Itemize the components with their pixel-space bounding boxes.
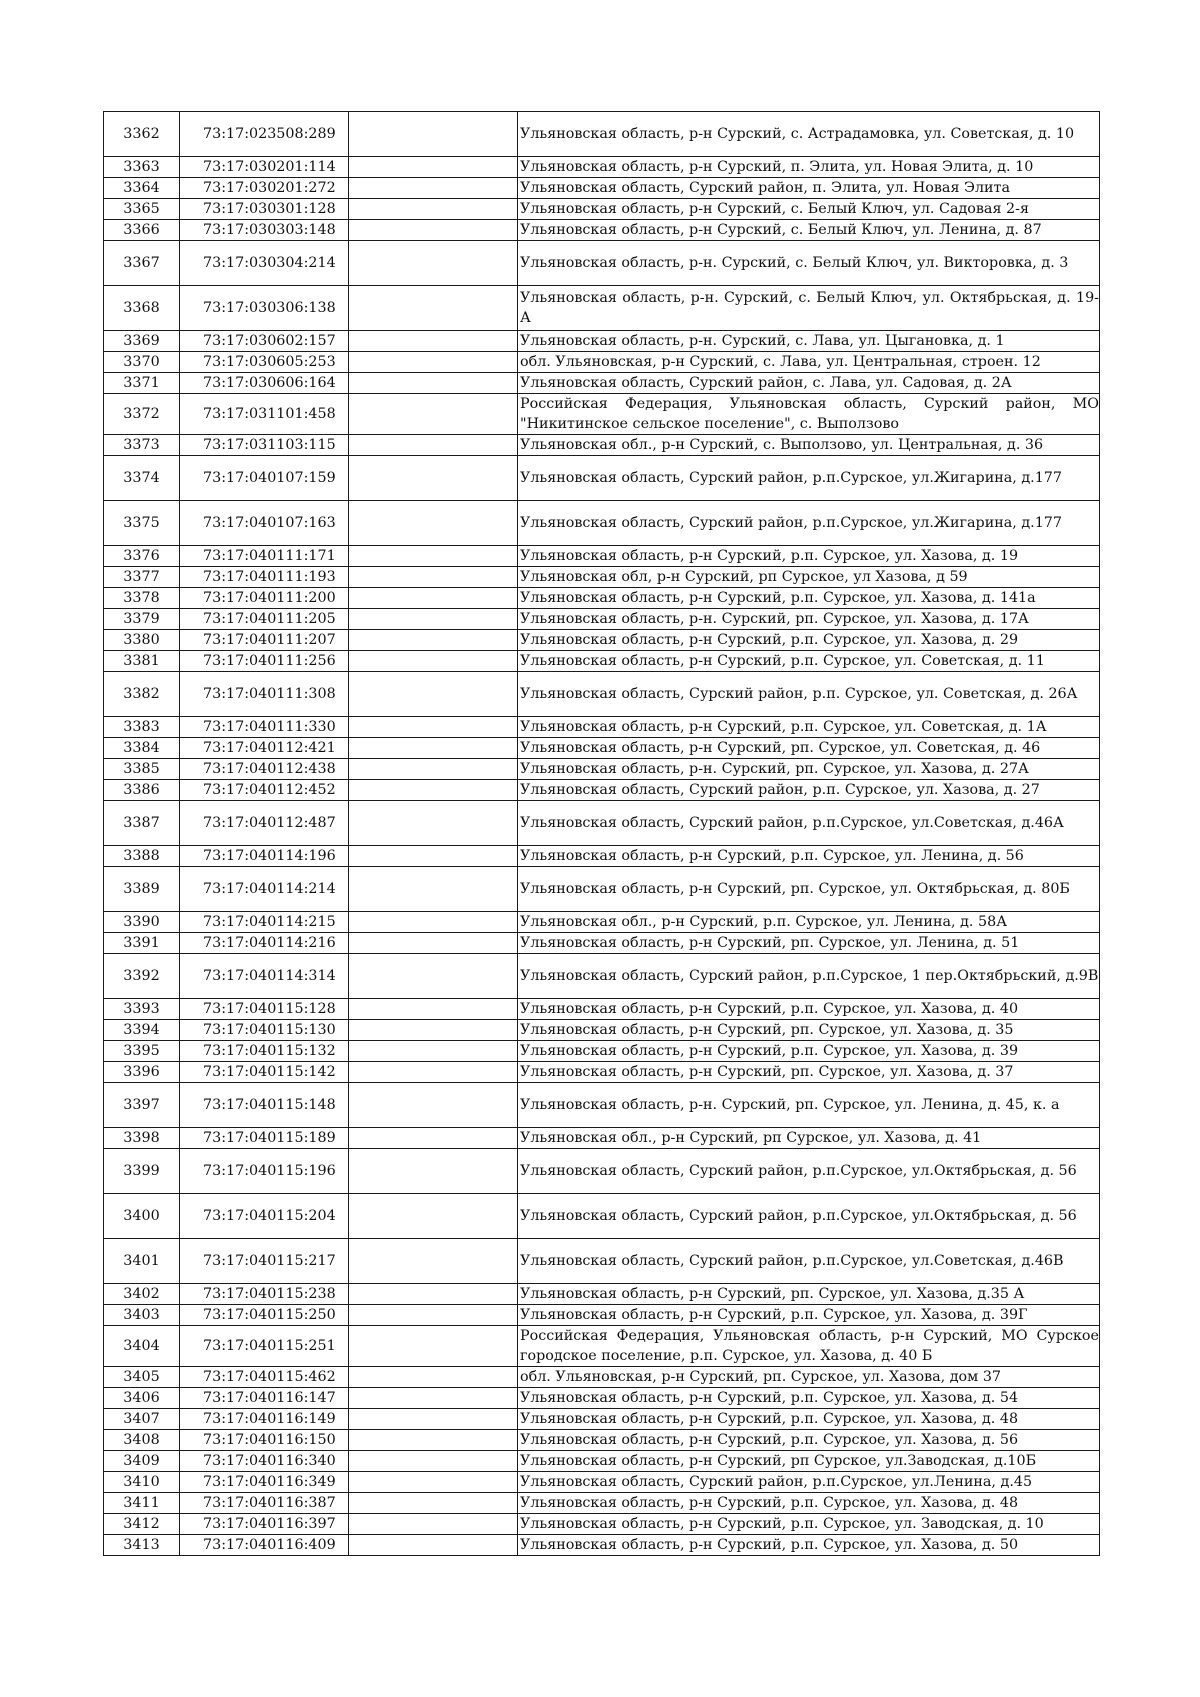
address-cell: Ульяновская область, р-н Сурский, р.п. Сурское, ул. Хазова, д. 39Г: [518, 1305, 1100, 1326]
table-row: [104, 717, 1100, 738]
cadastral-number-cell: 73:17:030201:114: [180, 157, 349, 178]
row-number-cell: 3383: [104, 717, 180, 738]
row-number-cell: 3372: [104, 394, 180, 435]
empty-column-cell: [349, 546, 518, 567]
row-number-cell: 3384: [104, 738, 180, 759]
table-row: [104, 1284, 1100, 1305]
cadastral-number-cell: 73:17:040111:330: [180, 717, 349, 738]
empty-column-cell: [349, 1305, 518, 1326]
cadastral-number-cell: 73:17:030301:128: [180, 199, 349, 220]
address-cell: Ульяновская область, Сурский район, р.п.Сурское, ул.Советская, д.46В: [518, 1239, 1100, 1284]
table-body: [104, 112, 1100, 1556]
empty-column-cell: [349, 1388, 518, 1409]
row-number-cell: 3382: [104, 672, 180, 717]
empty-column-cell: [349, 331, 518, 352]
cadastral-number-cell: 73:17:040107:159: [180, 456, 349, 501]
cadastral-number-cell: 73:17:040111:308: [180, 672, 349, 717]
cadastral-number-cell: 73:17:040114:196: [180, 846, 349, 867]
table-row: [104, 1149, 1100, 1194]
empty-column-cell: [349, 1041, 518, 1062]
empty-column-cell: [349, 1128, 518, 1149]
empty-column-cell: [349, 1409, 518, 1430]
address-cell: обл. Ульяновская, р-н Сурский, с. Лава, ул. Центральная, строен. 12: [518, 352, 1100, 373]
address-cell: Ульяновская область, р-н Сурский, рп. Сурское, ул. Советская, д. 46: [518, 738, 1100, 759]
row-number-cell: 3367: [104, 241, 180, 286]
cadastral-number-cell: 73:17:040112:487: [180, 801, 349, 846]
empty-column-cell: [349, 1451, 518, 1472]
table-row: [104, 1367, 1100, 1388]
empty-column-cell: [349, 1430, 518, 1451]
property-table: [103, 111, 1100, 1556]
cadastral-number-cell: 73:17:040111:205: [180, 609, 349, 630]
address-cell: Ульяновская область, Сурский район, р.п.Сурское, ул.Ленина, д.45: [518, 1472, 1100, 1493]
table-row: [104, 1020, 1100, 1041]
empty-column-cell: [349, 780, 518, 801]
address-cell: Ульяновская обл., р-н Сурский, рп Сурское, ул. Хазова, д. 41: [518, 1128, 1100, 1149]
address-cell: Ульяновская область, р-н Сурский, р.п. Сурское, ул. Ленина, д. 56: [518, 846, 1100, 867]
empty-column-cell: [349, 1326, 518, 1367]
empty-column-cell: [349, 178, 518, 199]
empty-column-cell: [349, 241, 518, 286]
cadastral-number-cell: 73:17:040114:214: [180, 867, 349, 912]
row-number-cell: 3408: [104, 1430, 180, 1451]
address-cell: Ульяновская область, р-н Сурский, р.п. Сурское, ул. Хазова, д. 54: [518, 1388, 1100, 1409]
cadastral-number-cell: 73:17:040116:409: [180, 1535, 349, 1556]
row-number-cell: 3407: [104, 1409, 180, 1430]
table-row: [104, 609, 1100, 630]
table-row: [104, 1305, 1100, 1326]
cadastral-number-cell: 73:17:023508:289: [180, 112, 349, 157]
row-number-cell: 3406: [104, 1388, 180, 1409]
table-row: [104, 546, 1100, 567]
row-number-cell: 3399: [104, 1149, 180, 1194]
row-number-cell: 3381: [104, 651, 180, 672]
cadastral-number-cell: 73:17:040116:340: [180, 1451, 349, 1472]
cadastral-number-cell: 73:17:030303:148: [180, 220, 349, 241]
table-row: [104, 999, 1100, 1020]
row-number-cell: 3410: [104, 1472, 180, 1493]
table-row: [104, 373, 1100, 394]
table-row: [104, 1194, 1100, 1239]
row-number-cell: 3371: [104, 373, 180, 394]
address-cell: Ульяновская область, р-н Сурский, с. Белый Ключ, ул. Ленина, д. 87: [518, 220, 1100, 241]
cadastral-number-cell: 73:17:040115:132: [180, 1041, 349, 1062]
empty-column-cell: [349, 999, 518, 1020]
table-row: [104, 1041, 1100, 1062]
address-cell: Ульяновская область, р-н Сурский, р.п. Сурское, ул. Хазова, д. 40: [518, 999, 1100, 1020]
table-row: [104, 801, 1100, 846]
empty-column-cell: [349, 1367, 518, 1388]
empty-column-cell: [349, 912, 518, 933]
empty-column-cell: [349, 846, 518, 867]
table-row: [104, 286, 1100, 331]
cadastral-number-cell: 73:17:030304:214: [180, 241, 349, 286]
row-number-cell: 3402: [104, 1284, 180, 1305]
row-number-cell: 3374: [104, 456, 180, 501]
empty-column-cell: [349, 435, 518, 456]
row-number-cell: 3386: [104, 780, 180, 801]
cadastral-number-cell: 73:17:040115:130: [180, 1020, 349, 1041]
cadastral-number-cell: 73:17:040115:462: [180, 1367, 349, 1388]
empty-column-cell: [349, 1083, 518, 1128]
address-cell: Ульяновская область, р-н Сурский, рп. Сурское, ул. Хазова, д. 37: [518, 1062, 1100, 1083]
row-number-cell: 3392: [104, 954, 180, 999]
row-number-cell: 3379: [104, 609, 180, 630]
empty-column-cell: [349, 651, 518, 672]
empty-column-cell: [349, 609, 518, 630]
empty-column-cell: [349, 112, 518, 157]
table-row: [104, 759, 1100, 780]
address-cell: Ульяновская обл., р-н Сурский, с. Выползово, ул. Центральная, д. 36: [518, 435, 1100, 456]
address-cell: Ульяновская область, р-н. Сурский, с. Белый Ключ, ул. Викторовка, д. 3: [518, 241, 1100, 286]
address-cell: Ульяновская область, Сурский район, р.п.Сурское, ул.Жигарина, д.177: [518, 501, 1100, 546]
address-cell: Ульяновская область, р-н Сурский, р.п. Сурское, ул. Хазова, д. 19: [518, 546, 1100, 567]
empty-column-cell: [349, 220, 518, 241]
address-cell: Ульяновская область, р-н Сурский, с. Астрадамовка, ул. Советская, д. 10: [518, 112, 1100, 157]
row-number-cell: 3363: [104, 157, 180, 178]
table-row: [104, 780, 1100, 801]
empty-column-cell: [349, 933, 518, 954]
table-row: [104, 588, 1100, 609]
empty-column-cell: [349, 286, 518, 331]
row-number-cell: 3377: [104, 567, 180, 588]
address-cell: Ульяновская область, р-н Сурский, рп. Сурское, ул. Хазова, д.35 А: [518, 1284, 1100, 1305]
table-row: [104, 1472, 1100, 1493]
row-number-cell: 3364: [104, 178, 180, 199]
address-cell: Ульяновская область, р-н Сурский, р.п. Сурское, ул. Хазова, д. 29: [518, 630, 1100, 651]
row-number-cell: 3405: [104, 1367, 180, 1388]
row-number-cell: 3400: [104, 1194, 180, 1239]
address-cell: Ульяновская область, Сурский район, р.п.Сурское, ул.Жигарина, д.177: [518, 456, 1100, 501]
row-number-cell: 3393: [104, 999, 180, 1020]
row-number-cell: 3375: [104, 501, 180, 546]
address-cell: Ульяновская область, р-н. Сурский, рп. Сурское, ул. Хазова, д. 27А: [518, 759, 1100, 780]
empty-column-cell: [349, 199, 518, 220]
empty-column-cell: [349, 1020, 518, 1041]
address-cell: Ульяновская область, р-н. Сурский, с. Белый Ключ, ул. Октябрьская, д. 19-А: [518, 286, 1100, 331]
table-row: [104, 435, 1100, 456]
table-row: [104, 1493, 1100, 1514]
address-cell: Российская Федерация, Ульяновская область, р-н Сурский, МО Сурское городское поселение, р.п. Сурское, ул. Хазова, д. 40 Б: [518, 1326, 1100, 1367]
row-number-cell: 3370: [104, 352, 180, 373]
empty-column-cell: [349, 1194, 518, 1239]
cadastral-number-cell: 73:17:040115:251: [180, 1326, 349, 1367]
table-row: [104, 867, 1100, 912]
table-row: [104, 846, 1100, 867]
empty-column-cell: [349, 1239, 518, 1284]
address-cell: Ульяновская область, Сурский район, р.п.Сурское, ул.Октябрьская, д. 56: [518, 1149, 1100, 1194]
cadastral-number-cell: 73:17:040116:387: [180, 1493, 349, 1514]
empty-column-cell: [349, 1472, 518, 1493]
row-number-cell: 3401: [104, 1239, 180, 1284]
table-row: [104, 352, 1100, 373]
address-cell: Ульяновская область, р-н Сурский, р.п. Сурское, ул. Хазова, д. 48: [518, 1493, 1100, 1514]
cadastral-number-cell: 73:17:040115:189: [180, 1128, 349, 1149]
empty-column-cell: [349, 588, 518, 609]
row-number-cell: 3394: [104, 1020, 180, 1041]
address-cell: Ульяновская область, р-н Сурский, р.п. Сурское, ул. Хазова, д. 50: [518, 1535, 1100, 1556]
table-row: [104, 178, 1100, 199]
empty-column-cell: [349, 157, 518, 178]
address-cell: Ульяновская область, Сурский район, р.п.Сурское, 1 пер.Октябрьский, д.9В: [518, 954, 1100, 999]
row-number-cell: 3373: [104, 435, 180, 456]
table-row: [104, 241, 1100, 286]
table-row: [104, 738, 1100, 759]
address-cell: Ульяновская область, р-н Сурский, р.п. Сурское, ул. Хазова, д. 39: [518, 1041, 1100, 1062]
address-cell: Ульяновская область, Сурский район, р.п.Сурское, ул.Советская, д.46А: [518, 801, 1100, 846]
address-cell: Ульяновская область, р-н Сурский, р.п. Сурское, ул. Хазова, д. 48: [518, 1409, 1100, 1430]
row-number-cell: 3409: [104, 1451, 180, 1472]
empty-column-cell: [349, 717, 518, 738]
address-cell: Российская Федерация, Ульяновская область, Сурский район, МО "Никитинское сельское поселение", с. Выползово: [518, 394, 1100, 435]
table-row: [104, 1239, 1100, 1284]
table-row: [104, 630, 1100, 651]
empty-column-cell: [349, 456, 518, 501]
row-number-cell: 3388: [104, 846, 180, 867]
table-row: [104, 954, 1100, 999]
table-row: [104, 199, 1100, 220]
table-row: [104, 1514, 1100, 1535]
cadastral-number-cell: 73:17:040115:196: [180, 1149, 349, 1194]
table-row: [104, 912, 1100, 933]
address-cell: Ульяновская область, Сурский район, с. Лава, ул. Садовая, д. 2А: [518, 373, 1100, 394]
address-cell: Ульяновская область, р-н. Сурский, рп. Сурское, ул. Ленина, д. 45, к. а: [518, 1083, 1100, 1128]
cadastral-number-cell: 73:17:040116:147: [180, 1388, 349, 1409]
cadastral-number-cell: 73:17:030605:253: [180, 352, 349, 373]
row-number-cell: 3366: [104, 220, 180, 241]
empty-column-cell: [349, 1149, 518, 1194]
table-row: [104, 1451, 1100, 1472]
table-row: [104, 394, 1100, 435]
empty-column-cell: [349, 373, 518, 394]
address-cell: Ульяновская область, р-н Сурский, с. Белый Ключ, ул. Садовая 2-я: [518, 199, 1100, 220]
empty-column-cell: [349, 759, 518, 780]
cadastral-number-cell: 73:17:030606:164: [180, 373, 349, 394]
address-cell: Ульяновская область, р-н Сурский, п. Элита, ул. Новая Элита, д. 10: [518, 157, 1100, 178]
cadastral-number-cell: 73:17:040116:349: [180, 1472, 349, 1493]
address-cell: Ульяновская область, р-н Сурский, рп. Сурское, ул. Ленина, д. 51: [518, 933, 1100, 954]
row-number-cell: 3389: [104, 867, 180, 912]
empty-column-cell: [349, 352, 518, 373]
row-number-cell: 3398: [104, 1128, 180, 1149]
table-row: [104, 1430, 1100, 1451]
address-cell: Ульяновская область, Сурский район, р.п. Сурское, ул. Хазова, д. 27: [518, 780, 1100, 801]
row-number-cell: 3390: [104, 912, 180, 933]
row-number-cell: 3396: [104, 1062, 180, 1083]
cadastral-number-cell: 73:17:040115:217: [180, 1239, 349, 1284]
address-cell: Ульяновская область, р-н Сурский, р.п. Сурское, ул. Хазова, д. 141а: [518, 588, 1100, 609]
empty-column-cell: [349, 394, 518, 435]
cadastral-number-cell: 73:17:030306:138: [180, 286, 349, 331]
cadastral-number-cell: 73:17:040114:216: [180, 933, 349, 954]
table-row: [104, 1388, 1100, 1409]
empty-column-cell: [349, 630, 518, 651]
row-number-cell: 3380: [104, 630, 180, 651]
cadastral-number-cell: 73:17:040115:142: [180, 1062, 349, 1083]
empty-column-cell: [349, 954, 518, 999]
empty-column-cell: [349, 738, 518, 759]
cadastral-number-cell: 73:17:040111:193: [180, 567, 349, 588]
cadastral-number-cell: 73:17:040115:250: [180, 1305, 349, 1326]
cadastral-number-cell: 73:17:040115:148: [180, 1083, 349, 1128]
empty-column-cell: [349, 501, 518, 546]
cadastral-number-cell: 73:17:040114:215: [180, 912, 349, 933]
row-number-cell: 3376: [104, 546, 180, 567]
address-cell: Ульяновская область, р-н. Сурский, рп. Сурское, ул. Хазова, д. 17А: [518, 609, 1100, 630]
cadastral-number-cell: 73:17:031103:115: [180, 435, 349, 456]
table-row: [104, 672, 1100, 717]
empty-column-cell: [349, 1493, 518, 1514]
cadastral-number-cell: 73:17:040115:204: [180, 1194, 349, 1239]
address-cell: Ульяновская область, Сурский район, п. Элита, ул. Новая Элита: [518, 178, 1100, 199]
table-row: [104, 112, 1100, 157]
cadastral-number-cell: 73:17:040114:314: [180, 954, 349, 999]
empty-column-cell: [349, 672, 518, 717]
cadastral-number-cell: 73:17:040116:150: [180, 1430, 349, 1451]
table-row: [104, 1535, 1100, 1556]
empty-column-cell: [349, 1284, 518, 1305]
row-number-cell: 3397: [104, 1083, 180, 1128]
row-number-cell: 3411: [104, 1493, 180, 1514]
address-cell: Ульяновская область, р-н. Сурский, с. Лава, ул. Цыгановка, д. 1: [518, 331, 1100, 352]
address-cell: Ульяновская область, Сурский район, р.п. Сурское, ул. Советская, д. 26А: [518, 672, 1100, 717]
address-cell: Ульяновская область, Сурский район, р.п.Сурское, ул.Октябрьская, д. 56: [518, 1194, 1100, 1239]
empty-column-cell: [349, 1535, 518, 1556]
empty-column-cell: [349, 1514, 518, 1535]
cadastral-number-cell: 73:17:040111:200: [180, 588, 349, 609]
empty-column-cell: [349, 867, 518, 912]
cadastral-number-cell: 73:17:040112:438: [180, 759, 349, 780]
cadastral-number-cell: 73:17:030602:157: [180, 331, 349, 352]
address-cell: Ульяновская обл., р-н Сурский, р.п. Сурское, ул. Ленина, д. 58А: [518, 912, 1100, 933]
cadastral-number-cell: 73:17:040111:256: [180, 651, 349, 672]
table-row: [104, 1128, 1100, 1149]
cadastral-number-cell: 73:17:040112:452: [180, 780, 349, 801]
row-number-cell: 3404: [104, 1326, 180, 1367]
table-row: [104, 933, 1100, 954]
row-number-cell: 3403: [104, 1305, 180, 1326]
cadastral-number-cell: 73:17:040112:421: [180, 738, 349, 759]
address-cell: Ульяновская область, р-н Сурский, рп. Сурское, ул. Октябрьская, д. 80Б: [518, 867, 1100, 912]
cadastral-number-cell: 73:17:030201:272: [180, 178, 349, 199]
address-cell: Ульяновская область, р-н Сурский, р.п. Сурское, ул. Советская, д. 1А: [518, 717, 1100, 738]
row-number-cell: 3395: [104, 1041, 180, 1062]
cadastral-number-cell: 73:17:040107:163: [180, 501, 349, 546]
row-number-cell: 3391: [104, 933, 180, 954]
row-number-cell: 3369: [104, 331, 180, 352]
row-number-cell: 3413: [104, 1535, 180, 1556]
table-row: [104, 456, 1100, 501]
empty-column-cell: [349, 1062, 518, 1083]
table-row: [104, 157, 1100, 178]
row-number-cell: 3387: [104, 801, 180, 846]
table-row: [104, 331, 1100, 352]
address-cell: обл. Ульяновская, р-н Сурский, рп. Сурское, ул. Хазова, дом 37: [518, 1367, 1100, 1388]
row-number-cell: 3362: [104, 112, 180, 157]
table-row: [104, 567, 1100, 588]
table-row: [104, 220, 1100, 241]
empty-column-cell: [349, 801, 518, 846]
table-row: [104, 1326, 1100, 1367]
cadastral-number-cell: 73:17:040116:149: [180, 1409, 349, 1430]
cadastral-number-cell: 73:17:040115:128: [180, 999, 349, 1020]
address-cell: Ульяновская область, р-н Сурский, рп. Сурское, ул. Хазова, д. 35: [518, 1020, 1100, 1041]
address-cell: Ульяновская область, р-н Сурский, рп Сурское, ул.Заводская, д.10Б: [518, 1451, 1100, 1472]
address-cell: Ульяновская область, р-н Сурский, р.п. Сурское, ул. Хазова, д. 56: [518, 1430, 1100, 1451]
row-number-cell: 3385: [104, 759, 180, 780]
cadastral-number-cell: 73:17:040116:397: [180, 1514, 349, 1535]
row-number-cell: 3378: [104, 588, 180, 609]
row-number-cell: 3412: [104, 1514, 180, 1535]
cadastral-number-cell: 73:17:031101:458: [180, 394, 349, 435]
table-row: [104, 1083, 1100, 1128]
table-row: [104, 501, 1100, 546]
table-row: [104, 1062, 1100, 1083]
empty-column-cell: [349, 567, 518, 588]
row-number-cell: 3365: [104, 199, 180, 220]
table-row: [104, 1409, 1100, 1430]
cadastral-number-cell: 73:17:040111:207: [180, 630, 349, 651]
address-cell: Ульяновская область, р-н Сурский, р.п. Сурское, ул. Советская, д. 11: [518, 651, 1100, 672]
cadastral-number-cell: 73:17:040115:238: [180, 1284, 349, 1305]
table-row: [104, 651, 1100, 672]
address-cell: Ульяновская область, р-н Сурский, р.п. Сурское, ул. Заводская, д. 10: [518, 1514, 1100, 1535]
address-cell: Ульяновская обл, р-н Сурский, рп Сурское, ул Хазова, д 59: [518, 567, 1100, 588]
row-number-cell: 3368: [104, 286, 180, 331]
cadastral-number-cell: 73:17:040111:171: [180, 546, 349, 567]
